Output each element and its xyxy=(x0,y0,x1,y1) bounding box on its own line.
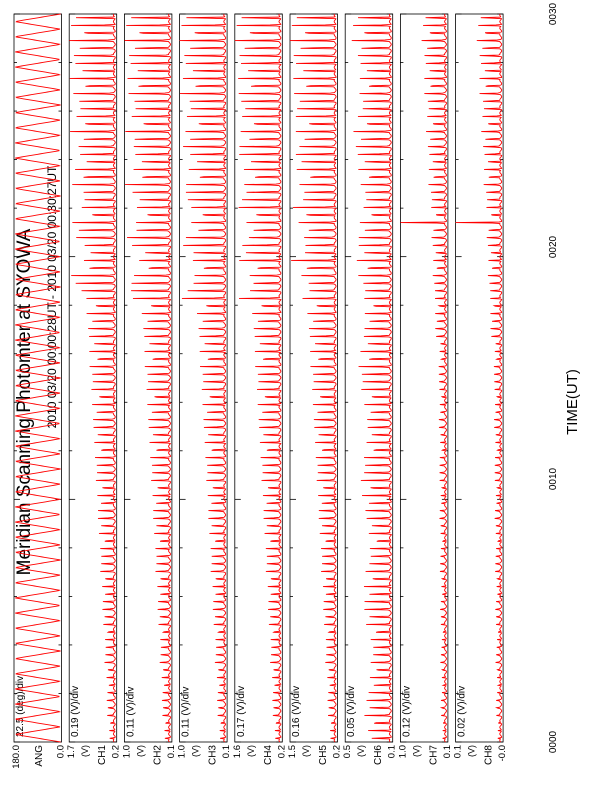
y-tick-bottom-ch3: 0.1 xyxy=(221,745,233,759)
panel-unit-ch4: (V) xyxy=(245,745,256,757)
x-tick-label-1: 0010 xyxy=(548,467,559,491)
y-tick-bottom-ch2: 0.1 xyxy=(165,745,177,759)
x-axis-label: TIME(UT) xyxy=(564,369,581,435)
panel-label-ch5: CH5 xyxy=(318,745,329,766)
panel-scale-ch6: 0.05 (V)/div xyxy=(346,685,358,737)
y-tick-top-ch8: 0.1 xyxy=(452,745,464,759)
panel-unit-ch6: (V) xyxy=(356,745,367,757)
y-tick-bottom-ch4: 0.2 xyxy=(276,745,288,759)
panel-scale-ch8: 0.02 (V)/div xyxy=(456,685,468,737)
y-tick-bottom-ang: 0.0 xyxy=(55,745,67,759)
panel-label-ch1: CH1 xyxy=(97,745,109,766)
y-tick-top-ch7: 1.0 xyxy=(397,745,409,759)
panel-scale-ch3: 0.11 (V)/div xyxy=(180,686,192,737)
panels-group xyxy=(11,14,508,769)
y-tick-top-ch1: 1.7 xyxy=(66,745,78,759)
panel-scale-ch2: 0.11 (V)/div xyxy=(125,686,137,737)
y-tick-bottom-ch8: -0.0 xyxy=(497,745,509,762)
panel-unit-ch3: (V) xyxy=(190,745,201,757)
trace-ch7 xyxy=(400,14,446,742)
y-tick-top-ch4: 1.6 xyxy=(231,745,243,759)
panel-scale-ch1: 0.19 (V)/div xyxy=(70,685,82,737)
y-tick-bottom-ch1: 0.2 xyxy=(110,745,122,759)
y-tick-top-ch5: 1.5 xyxy=(287,745,298,759)
panel-unit-ch8: (V) xyxy=(466,745,477,757)
panel-unit-ch1: (V) xyxy=(80,745,91,757)
panel-scale-ch5: 0.16 (V)/div xyxy=(291,685,302,737)
y-tick-top-ang: 180.0 xyxy=(11,745,22,769)
y-tick-bottom-ch5: 0.2 xyxy=(331,745,343,759)
panel-unit-ch2: (V) xyxy=(135,745,146,757)
x-tick-label-2: 0020 xyxy=(548,235,559,259)
panel-label-ch8: CH8 xyxy=(483,745,495,766)
panel-scale-ch7: 0.12 (V)/div xyxy=(401,685,413,737)
y-tick-top-ch6: 0.5 xyxy=(342,745,354,759)
trace-ch6 xyxy=(352,14,392,742)
panel-label-ch2: CH2 xyxy=(152,745,164,766)
chart-title: Meridian Scanning Photomter at SYOWA xyxy=(14,228,35,576)
y-tick-bottom-ch6: 0.1 xyxy=(386,745,398,759)
trace-ch5 xyxy=(290,14,336,742)
y-tick-top-ch3: 1.0 xyxy=(176,745,188,759)
x-tick-label-3: 0030 xyxy=(548,2,559,26)
trace-ch1 xyxy=(69,14,115,742)
y-tick-top-ch2: 1.0 xyxy=(121,745,133,759)
panel-unit-ch7: (V) xyxy=(411,745,422,757)
panel-label-ch6: CH6 xyxy=(373,745,385,766)
panel-label-ang: ANG xyxy=(34,745,45,767)
panel-label-ch4: CH4 xyxy=(262,745,274,766)
trace-ch8 xyxy=(456,14,502,742)
trace-ch2 xyxy=(124,14,170,742)
chart-subtitle: 2010 03/20 00:00:28UT - 2010 03/20 00:30:27UT xyxy=(45,165,59,429)
trace-ch3 xyxy=(180,14,226,742)
panel-unit-ch5: (V) xyxy=(301,745,311,757)
panel-scale-ch4: 0.17 (V)/div xyxy=(235,685,247,737)
panel-label-ch3: CH3 xyxy=(207,745,219,766)
x-tick-label-0: 0000 xyxy=(548,730,559,754)
trace-ch4 xyxy=(235,14,281,742)
y-tick-bottom-ch7: 0.1 xyxy=(441,745,453,759)
panel-label-ch7: CH7 xyxy=(428,745,440,766)
panel-scale-ang: 22.5 (deg)/div xyxy=(15,675,26,737)
